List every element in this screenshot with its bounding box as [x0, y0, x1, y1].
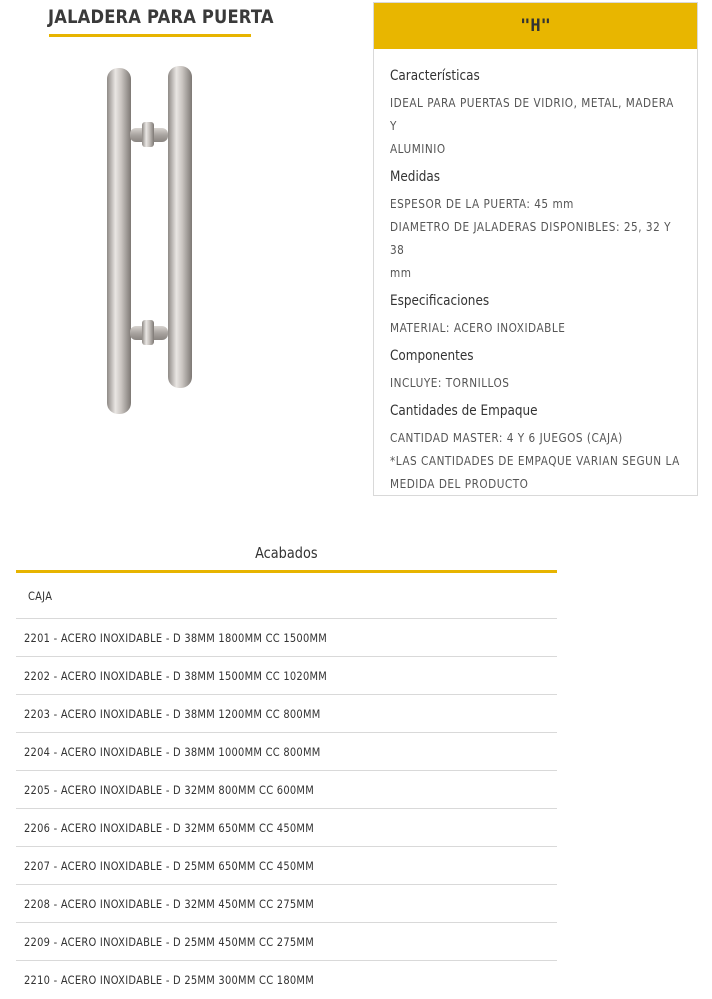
- finish-row[interactable]: [16, 695, 557, 733]
- finish-row-text: 2202 - ACERO INOXIDABLE - D 38MM 1500MM CC 1020MM: [24, 668, 328, 683]
- finishes-title: [16, 540, 557, 566]
- spec-line: ESPESOR DE LA PUERTA: 45 mm: [390, 196, 574, 211]
- product-image: [90, 60, 210, 420]
- finish-row[interactable]: [16, 847, 557, 885]
- finish-row[interactable]: [16, 885, 557, 923]
- finish-row[interactable]: [16, 771, 557, 809]
- spec-heading-medidas: Medidas: [390, 169, 441, 185]
- finish-row-text: 2205 - ACERO INOXIDABLE - D 32MM 800MM CC 600MM: [24, 782, 315, 797]
- finish-row[interactable]: [16, 657, 557, 695]
- finish-row[interactable]: [16, 809, 557, 847]
- finish-row-text: 2203 - ACERO INOXIDABLE - D 38MM 1200MM CC 800MM: [24, 706, 321, 721]
- finish-row[interactable]: [16, 619, 557, 657]
- finish-row-text: 2209 - ACERO INOXIDABLE - D 25MM 450MM CC 275MM: [24, 934, 315, 949]
- finish-row-text: 2206 - ACERO INOXIDABLE - D 32MM 650MM CC 450MM: [24, 820, 315, 835]
- spec-line: CANTIDAD MASTER: 4 Y 6 JUEGOS (CAJA): [390, 430, 623, 445]
- finish-row[interactable]: [16, 923, 557, 961]
- spec-heading-caracteristicas: Características: [390, 68, 480, 84]
- page-title: JALADERA PARA PUERTA: [48, 6, 274, 28]
- finish-row[interactable]: [16, 961, 557, 999]
- spec-line: INCLUYE: TORNILLOS: [390, 375, 510, 390]
- finishes-table: [16, 540, 557, 999]
- spec-line: *LAS CANTIDADES DE EMPAQUE VARIAN SEGUN LA: [390, 453, 680, 468]
- spec-heading-cantidades: Cantidades de Empaque: [390, 403, 538, 419]
- caja-label: CAJA: [28, 588, 53, 603]
- finishes-title-text: Acabados: [255, 544, 318, 562]
- spec-heading-componentes: Componentes: [390, 348, 474, 364]
- finish-row-text: 2201 - ACERO INOXIDABLE - D 38MM 1800MM CC 1500MM: [24, 630, 328, 645]
- spec-line: ALUMINIO: [390, 141, 446, 156]
- finish-row-text: 2208 - ACERO INOXIDABLE - D 32MM 450MM CC 275MM: [24, 896, 315, 911]
- title-underline: [49, 34, 251, 37]
- finish-row-text: 2210 - ACERO INOXIDABLE - D 25MM 300MM CC 180MM: [24, 973, 315, 987]
- spec-line: mm: [390, 265, 412, 280]
- finish-row-caja: [16, 573, 557, 619]
- spec-heading-especificaciones: Especificaciones: [390, 293, 490, 309]
- finish-row-text: 2204 - ACERO INOXIDABLE - D 38MM 1000MM CC 800MM: [24, 744, 321, 759]
- finish-row[interactable]: [16, 733, 557, 771]
- spec-card-header: "H": [374, 3, 697, 49]
- spec-line: DIAMETRO DE JALADERAS DISPONIBLES: 25, 32 Y 38: [390, 219, 672, 257]
- finish-row-text: 2207 - ACERO INOXIDABLE - D 25MM 650MM CC 450MM: [24, 858, 315, 873]
- spec-line: IDEAL PARA PUERTAS DE VIDRIO, METAL, MADERA Y: [390, 95, 674, 133]
- spec-card: [373, 2, 698, 496]
- spec-line: MEDIDA DEL PRODUCTO: [390, 476, 529, 491]
- spec-line: MATERIAL: ACERO INOXIDABLE: [390, 320, 566, 335]
